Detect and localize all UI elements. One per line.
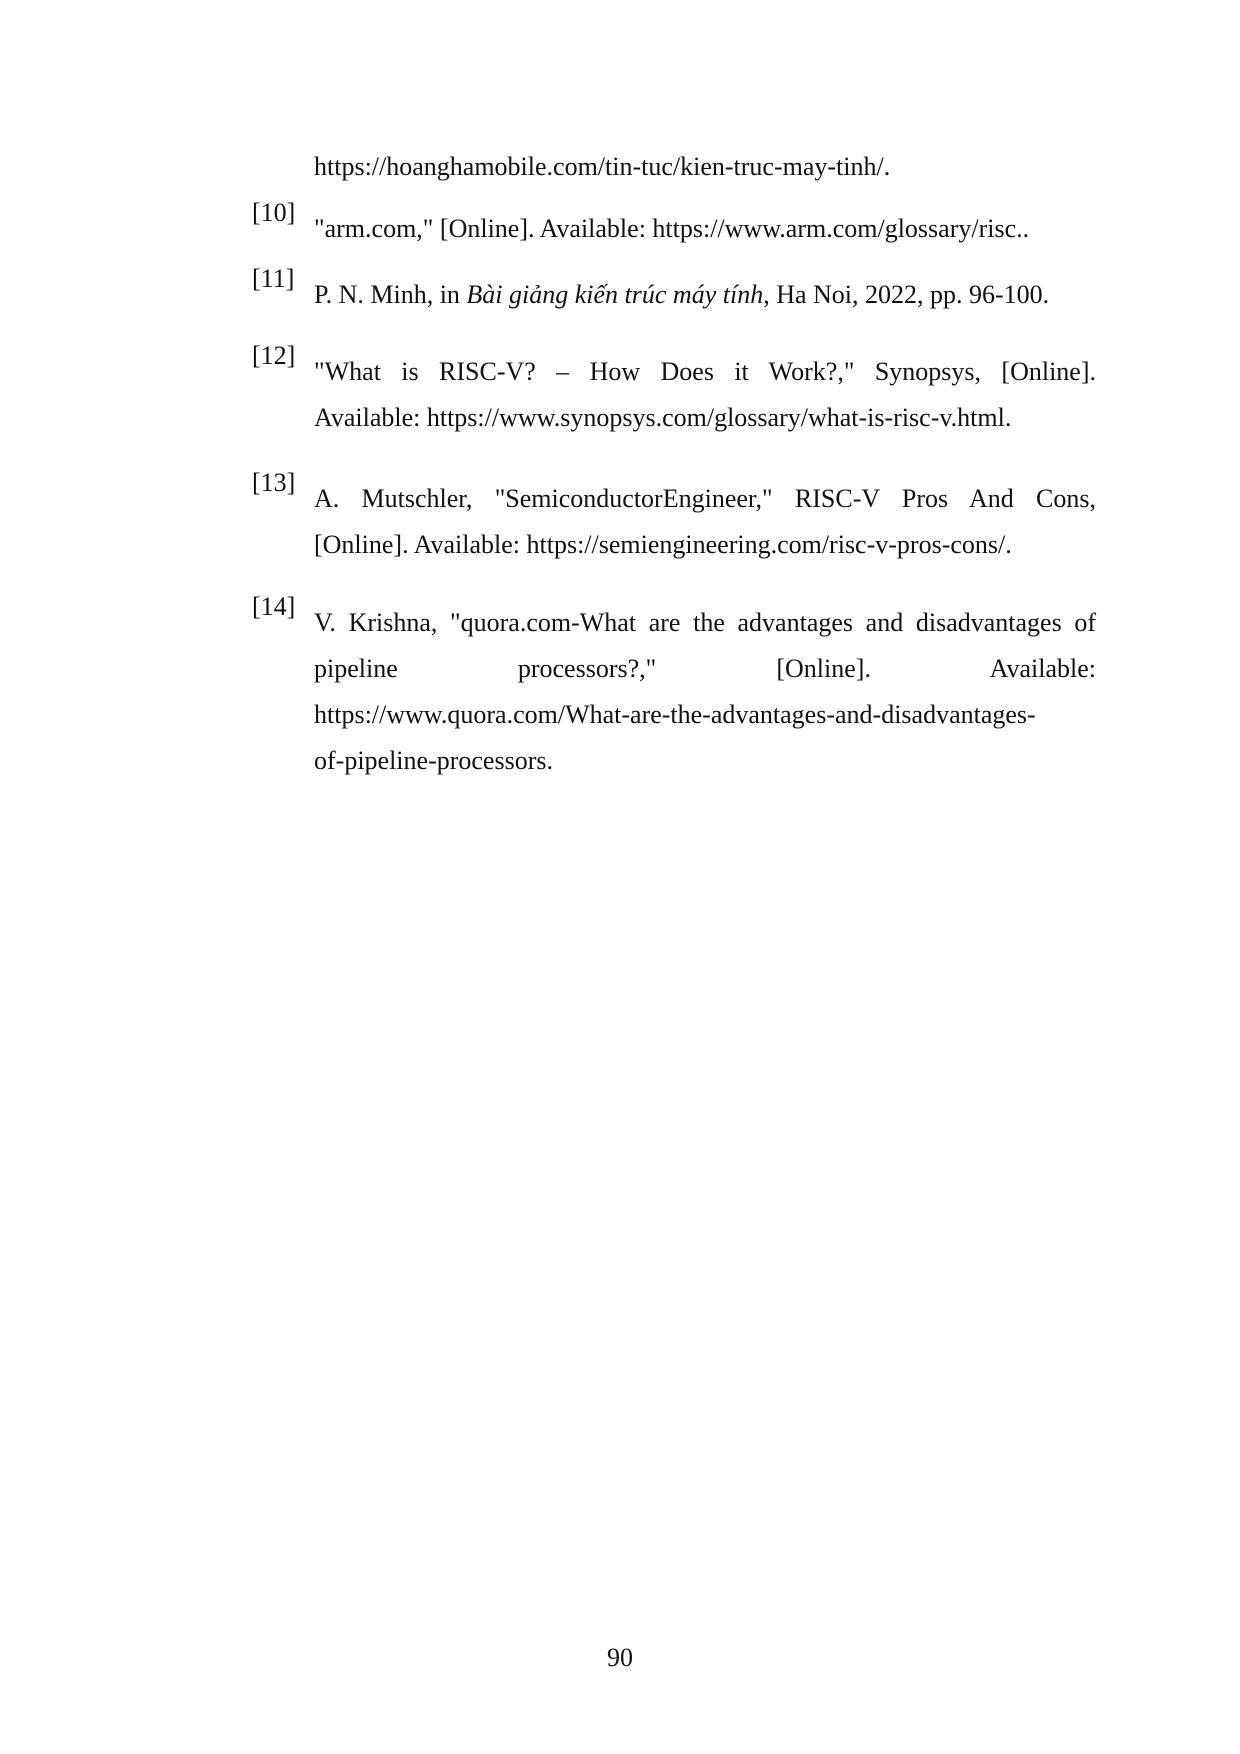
reference-line: "What is RISC-V? – How Does it Work?," Synopsys, [Online]. (314, 357, 1096, 386)
reference-number: [11] (252, 264, 295, 293)
reference-line: Available: https://www.synopsys.com/glossary/what-is-risc-v.html. (314, 403, 1012, 432)
reference-text (314, 600, 1096, 784)
reference-text (314, 272, 1096, 318)
reference-line: A. Mutschler, "SemiconductorEngineer," RISC-V Pros And Cons, (314, 484, 1096, 513)
reference-10 (252, 198, 1096, 252)
reference-line: [Online]. Available: https://semiengineering.com/risc-v-pros-cons/. (314, 530, 1012, 559)
reference-number: [12] (252, 341, 296, 370)
reference-title: Bài giảng kiến trúc máy tính (466, 280, 764, 309)
reference-details: , Ha Noi, 2022, pp. 96-100. (763, 280, 1050, 309)
reference-text (314, 476, 1096, 568)
reference-13 (252, 468, 1096, 568)
reference-14 (252, 592, 1096, 784)
reference-number: [10] (252, 198, 296, 227)
reference-author: P. N. Minh, in (314, 280, 467, 309)
reference-number: [14] (252, 592, 296, 621)
page-number: 90 (607, 1643, 633, 1672)
reference-number: [13] (252, 468, 296, 497)
reference-text (314, 349, 1096, 441)
reference-9-continuation: https://hoanghamobile.com/tin-tuc/kien-truc-may-tinh/. (314, 152, 891, 181)
reference-line: of-pipeline-processors. (314, 746, 553, 775)
reference-11 (252, 264, 1096, 318)
reference-line: V. Krishna, "quora.com-What are the advantages and disadvantages of (314, 608, 1096, 637)
reference-line: https://www.quora.com/What-are-the-advantages-and-disadvantages- (314, 700, 1036, 729)
reference-line: pipeline processors?," [Online]. Available: (314, 654, 1096, 683)
reference-12 (252, 341, 1096, 441)
reference-text: "arm.com," [Online]. Available: https://www.arm.com/glossary/risc.. (314, 214, 1030, 243)
